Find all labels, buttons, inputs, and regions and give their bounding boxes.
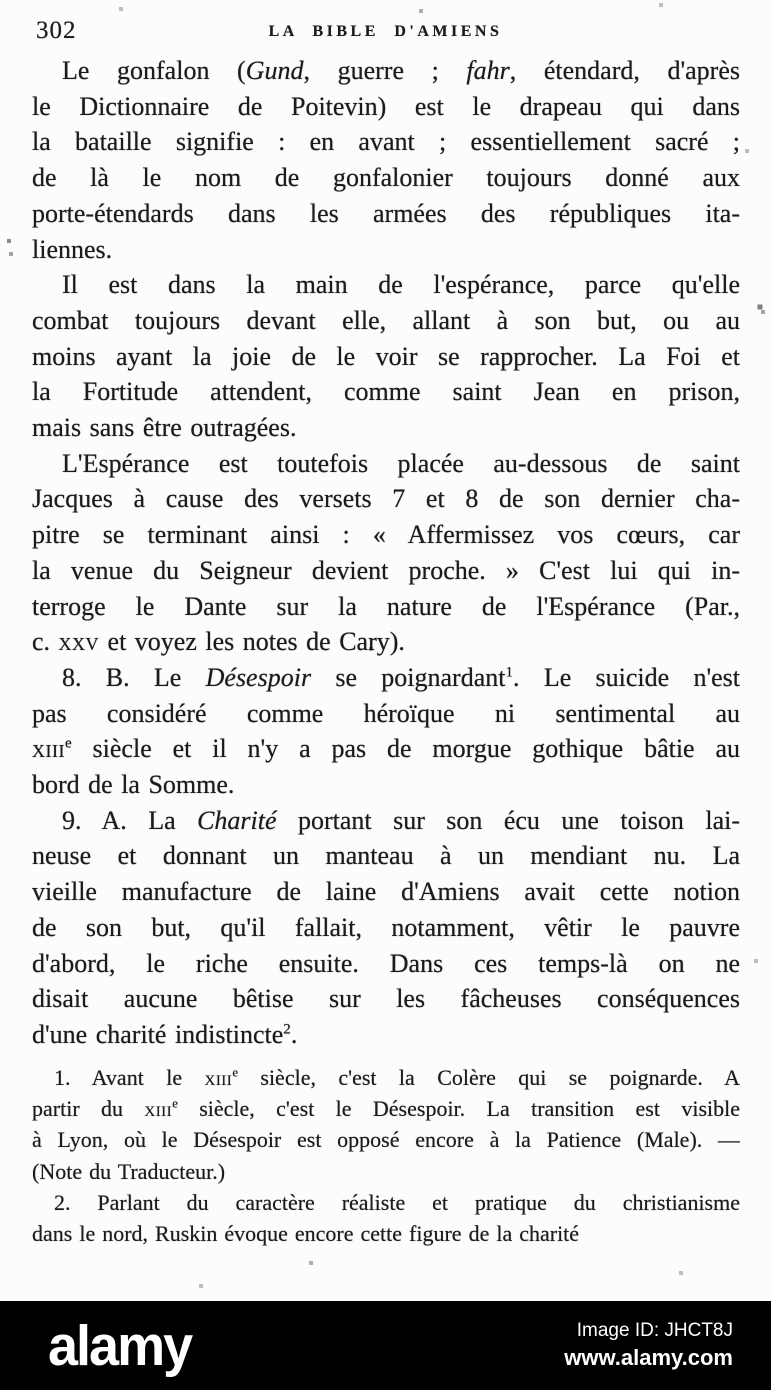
image-id-label: Image ID: JHCT8J — [576, 1320, 733, 1341]
text-line: Il est dans la main de l'espérance, parce qu'elle — [62, 270, 740, 300]
text-line: liennes. — [32, 234, 113, 264]
text-line: partir du xiii$^e$ siècle, c'est le Désespoir. La transition est visible — [32, 1096, 740, 1122]
paragraph-charite — [32, 803, 740, 1053]
text-line: de son but, qu'il fallait, notamment, vêtir le pauvre — [32, 912, 740, 942]
text-line: L'Espérance est toutefois placée au-dessous de saint — [62, 448, 740, 478]
watermark-info — [564, 1320, 733, 1371]
footnote-1 — [32, 1062, 740, 1187]
body-text — [32, 53, 740, 1053]
text-line: la bataille signifie : en avant ; essentiellement sacré ; — [32, 127, 740, 157]
text-line: xiii$^e$ siècle et il n'y a pas de morgue gothique bâtie au — [32, 734, 740, 764]
text-line: d'une charité indistincte$^2$. — [32, 1019, 298, 1049]
text-line: disait aucune bêtise sur les fâcheuses conséquences — [32, 984, 740, 1014]
text-line: combat toujours devant elle, allant à son but, ou au — [32, 305, 740, 335]
text-line: la venue du Seigneur devient proche. » C'est lui qui in- — [32, 555, 740, 585]
text-line: neuse et donnant un manteau à un mendiant nu. La — [32, 841, 740, 871]
footnote-2 — [32, 1187, 740, 1249]
text-line: moins ayant la joie de le voir se rapprocher. La Foi et — [32, 341, 740, 371]
scan-noise-specks — [0, 0, 2, 2]
text-line: la Fortitude attendent, comme saint Jean en prison, — [32, 377, 740, 407]
text-line: Le gonfalon (Gund, guerre ; fahr, étendard, d'après — [62, 56, 740, 85]
paragraph-desespoir — [32, 660, 740, 803]
paragraph-esperance-saint-jacques — [32, 446, 740, 660]
page-number: 302 — [36, 17, 77, 44]
text-line: 2. Parlant du caractère réaliste et pratique du christianisme — [54, 1189, 740, 1215]
paragraph-esperance-main — [32, 267, 740, 446]
text-line: mais sans être outragées. — [32, 413, 297, 443]
text-line: à Lyon, où le Désespoir est opposé encore à la Patience (Male). — — [32, 1127, 740, 1153]
text-line: terroge le Dante sur la nature de l'Espérance (Par., — [32, 591, 740, 621]
alamy-url: www.alamy.com — [564, 1345, 733, 1370]
text-line: vieille manufacture de laine d'Amiens avait cette notion — [32, 877, 740, 907]
text-line: le Dictionnaire de Poitevin) est le drapeau qui dans — [32, 91, 740, 121]
text-line: (Note du Traducteur.) — [32, 1158, 226, 1184]
paragraph-gonfalon — [32, 53, 740, 267]
alamy-watermark-bar — [0, 1301, 771, 1390]
text-line: d'abord, le riche ensuite. Dans ces temps-là on ne — [32, 948, 740, 978]
alamy-logo: alamy — [48, 1314, 192, 1377]
text-line: c. xxv et voyez les notes de Cary). — [32, 627, 405, 657]
text-line: Jacques à cause des versets 7 et 8 de son dernier cha- — [32, 484, 740, 514]
text-line: porte-étendards dans les armées des républiques ita- — [32, 198, 740, 228]
text-line: 9. A. La Charité portant sur son écu une toison lai- — [62, 805, 740, 835]
text-line: de là le nom de gonfalonier toujours donné aux — [32, 163, 740, 193]
text-line: pitre se terminant ainsi : « Affermissez vos cœurs, car — [32, 520, 740, 550]
text-line: bord de la Somme. — [32, 770, 235, 800]
text-line: dans le nord, Ruskin évoque encore cette figure de la charité — [32, 1221, 580, 1247]
running-title: LA BIBLE D'AMIENS — [268, 23, 503, 40]
text-line: 1. Avant le xiii$^e$ siècle, c'est la Colère qui se poignarde. A — [54, 1065, 740, 1090]
text-line: 8. B. Le Désespoir se poignardant$^1$. Le suicide n'est — [62, 662, 740, 692]
text-line: pas considéré comme héroïque ni sentimental au — [32, 698, 740, 728]
footnotes — [32, 1062, 740, 1249]
